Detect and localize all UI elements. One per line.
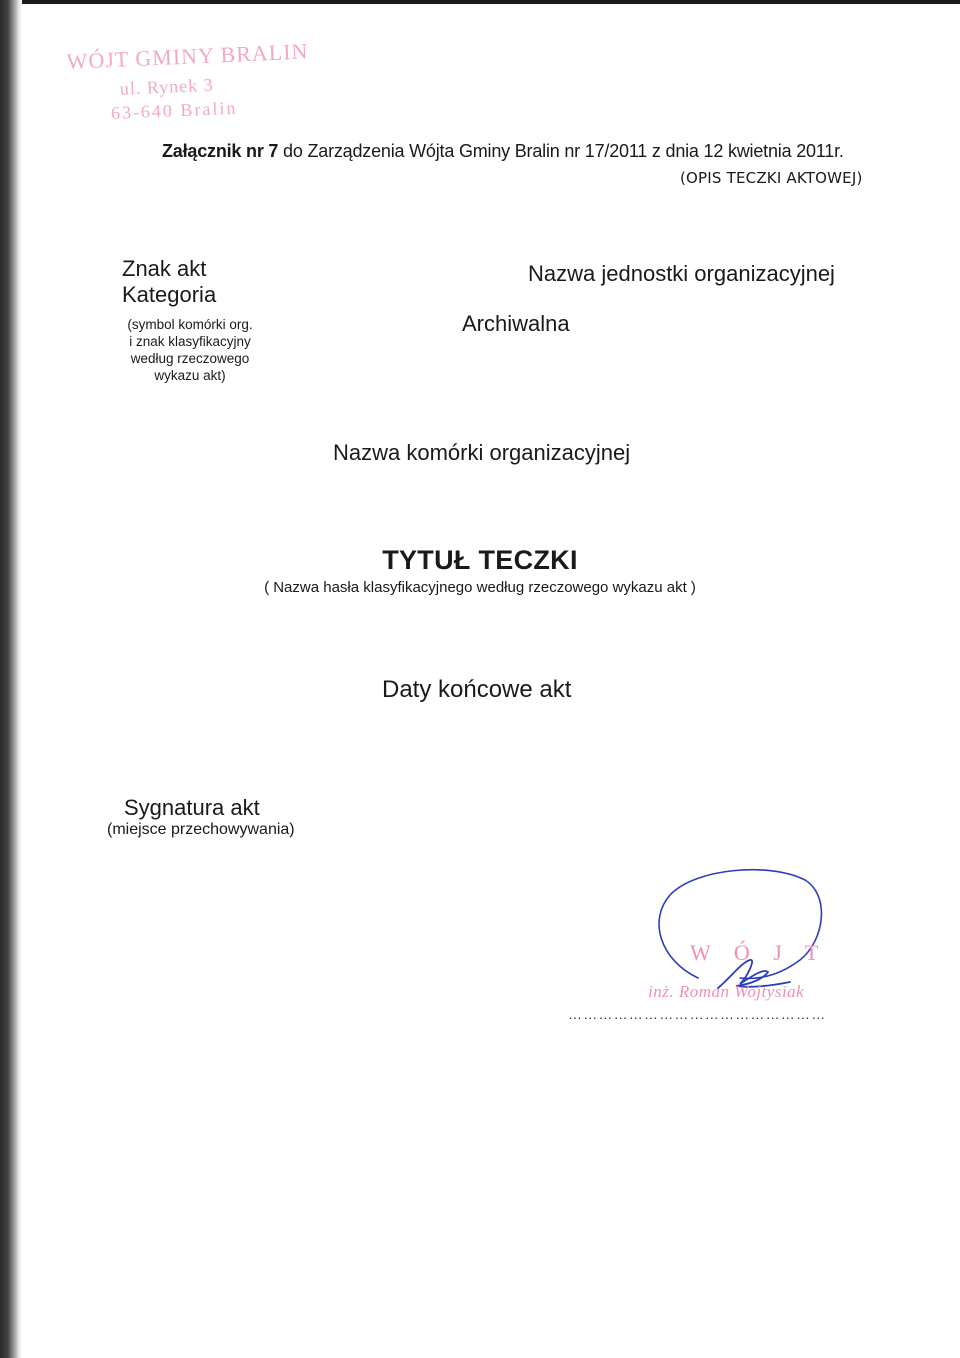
signature-ref-label: Sygnatura akt [124,795,260,820]
archival-category: Archiwalna [462,311,570,336]
znak-akt-label: Znak akt [122,256,207,281]
scan-edge-top [0,0,960,4]
stamp-street: ul. Rynek 3 [119,74,215,99]
folder-title-note: ( Nazwa hasła klasyfikacyjnego według rzeczowego wykazu akt ) [264,579,696,596]
end-dates-label: Daty końcowe akt [382,676,572,703]
organizational-unit-name: Nazwa jednostki organizacyjnej [528,261,835,286]
kategoria-label: Kategoria [122,282,217,307]
signature-dotted-line: …………………………………………… [568,1006,827,1022]
scan-edge-left [0,0,22,1358]
document-subtitle: (OPIS TECZKI AKTOWEJ) [680,169,863,187]
attachment-description: do Zarządzenia Wójta Gminy Bralin nr 17/2011 z dnia 12 kwietnia 2011r. [278,141,844,161]
symbol-note-line: (symbol komórki org. [127,317,253,332]
mayor-name-stamp: inż. Roman Wojtysiak [648,982,805,1001]
symbol-note-line: wykazu akt) [154,368,226,383]
symbol-note-line: i znak klasyfikacyjny [129,334,251,349]
stamp-postal: 63-640 Bralin [110,97,238,124]
symbol-note [110,316,270,384]
storage-location-note: (miejsce przechowywania) [107,821,295,838]
stamp-office: WÓJT GMINY BRALIN [66,38,309,74]
attachment-number: Załącznik nr 7 [162,141,279,161]
mayor-title-stamp: W Ó J T [690,940,828,965]
office-stamp [66,38,309,124]
organizational-cell-name: Nazwa komórki organizacyjnej [333,440,631,465]
attachment-header [162,141,844,162]
folder-title: TYTUŁ TECZKI [382,545,578,575]
symbol-note-line: według rzeczowego [130,351,250,366]
